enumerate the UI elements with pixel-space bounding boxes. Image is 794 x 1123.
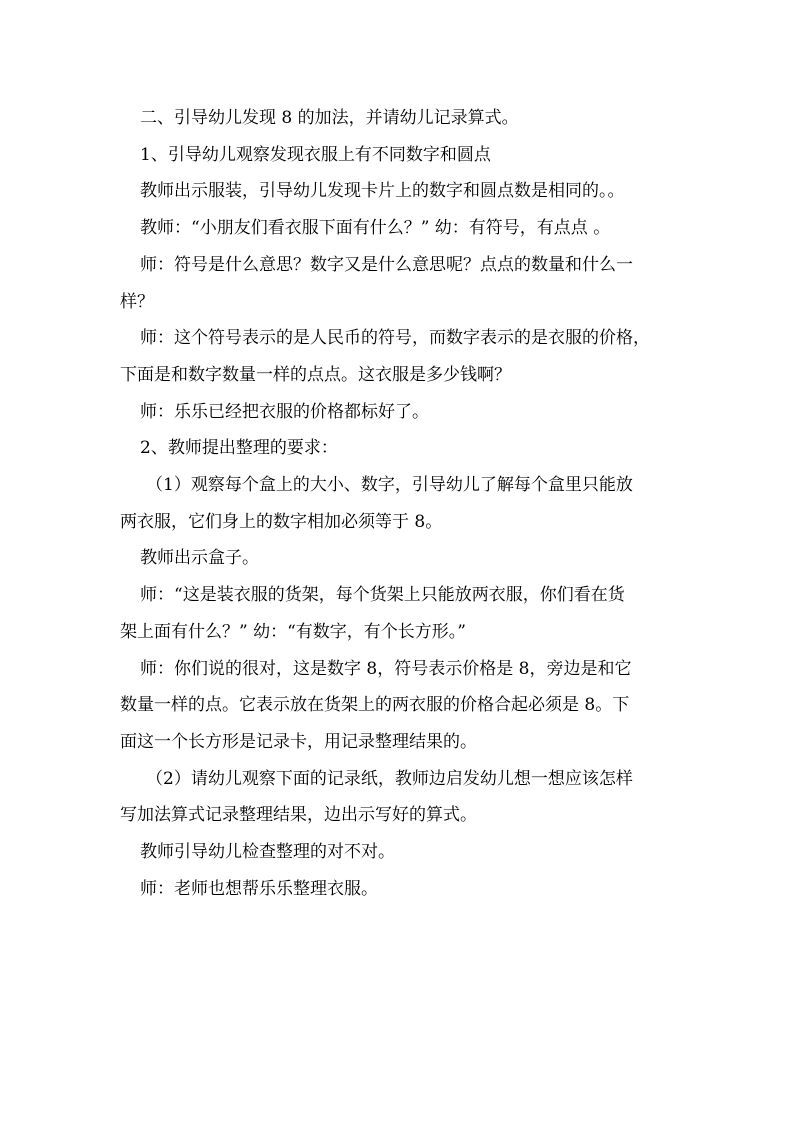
- paragraph-line: 教师出示服装，引导幼儿发现卡片上的数字和圆点数是相同的。。: [140, 181, 625, 202]
- paragraph-line: 师：这个符号表示的是人民币的符号，而数字表示的是衣服的价格，: [140, 328, 650, 349]
- paragraph-line: 面这一个长方形是记录卡，用记录整理结果的。: [120, 731, 477, 752]
- paragraph-line: 教师出示盒子。: [140, 548, 259, 569]
- paragraph-line: 架上面有什么？” 幼：“有数字，有个长方形。”: [120, 621, 466, 642]
- paragraph-line: 教师引导幼儿检查整理的对不对。: [140, 842, 395, 863]
- paragraph-line: （2）请幼儿观察下面的记录纸，教师边启发幼儿想一想应该怎样: [146, 768, 633, 789]
- paragraph-line: 师：你们说的很对，这是数字 8，符号表示价格是 8，旁边是和它: [140, 658, 632, 679]
- document-body: [120, 100, 676, 907]
- paragraph-line: 教师：“小朋友们看衣服下面有什么？” 幼：有符号，有点点 。: [140, 218, 611, 239]
- paragraph-line: 写加法算式记录整理结果，边出示写好的算式。: [120, 805, 477, 826]
- paragraph-line: 样？: [120, 291, 154, 312]
- paragraph-line: 两衣服，它们身上的数字相加必须等于 8。: [120, 511, 443, 532]
- paragraph-line: 师：老师也想帮乐乐整理衣服。: [140, 878, 378, 899]
- paragraph-line: 师：“这是装衣服的货架，每个货架上只能放两衣服，你们看在货: [140, 585, 625, 606]
- paragraph-line: 师：乐乐已经把衣服的价格都标好了。: [140, 401, 429, 422]
- paragraph-line: 数量一样的点。它表示放在货架上的两衣服的价格合起必须是 8。下: [120, 695, 630, 716]
- subheading-1: 1、引导幼儿观察发现衣服上有不同数字和圆点: [140, 144, 491, 165]
- paragraph-line: 下面是和数字数量一样的点点。这衣服是多少钱啊？: [120, 364, 511, 385]
- paragraph-line: 师：符号是什么意思？数字又是什么意思呢？点点的数量和什么一: [140, 254, 633, 275]
- section-heading: 二、引导幼儿发现 8 的加法，并请幼儿记录算式。: [140, 108, 519, 128]
- paragraph-line: （1）观察每个盒上的大小、数字，引导幼儿了解每个盒里只能放: [146, 475, 633, 496]
- subheading-2: 2、教师提出整理的要求：: [140, 438, 338, 459]
